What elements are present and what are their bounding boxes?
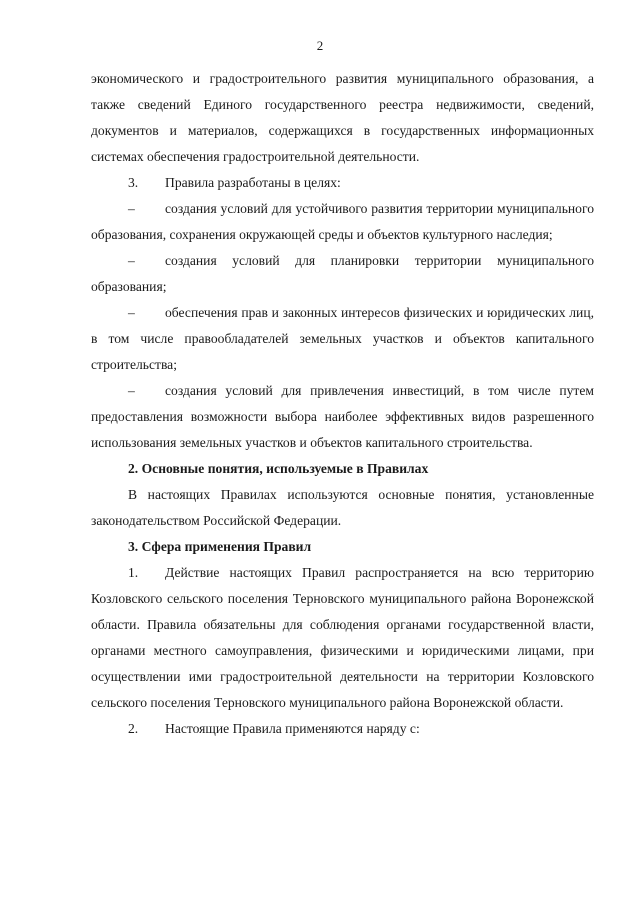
item-number: 3.: [128, 175, 139, 190]
paragraph-continuation: экономического и градостроительного развития муниципального образования, а также сведений Единого государственного реестра недвижимости, сведений, документов и материалов, содержащихся в государственных информационных системах обеспечения градостроительной деятельности.: [91, 71, 594, 164]
list-item-text: создания условий для устойчивого развития территории муниципального образования, сохранения окружающей среды и объектов культурного наследия;: [91, 201, 594, 242]
item-number: 2.: [128, 721, 139, 736]
list-item: [91, 300, 594, 378]
paragraph-goals-intro: [91, 170, 594, 196]
list-item-text: обеспечения прав и законных интересов физических и юридических лиц, в том числе правообладателей земельных участков и объектов капитального строительства;: [91, 305, 594, 372]
paragraph-applied-with: [91, 716, 594, 742]
paragraph-text: Настоящие Правила применяются наряду с:: [165, 721, 420, 736]
list-item: [91, 378, 594, 456]
list-dash: –: [128, 305, 135, 320]
item-number: 1.: [128, 565, 139, 580]
list-dash: –: [128, 253, 135, 268]
paragraph-text: Действие настоящих Правил распространяется на всю территорию Козловского сельского поселения Терновского муниципального района Воронежской области. Правила обязательны для соблюдения органами государственной власти, органами местного самоуправления, физическими и юридическими лицами, при осуществлении ими градостроительной деятельности на территории Козловского сельского поселения Терновского муниципального района Воронежской области.: [91, 565, 594, 710]
section-heading: 3. Сфера применения Правил: [128, 539, 312, 554]
page-number: 2: [316, 38, 324, 53]
document-body: [91, 66, 594, 742]
section-heading: 2. Основные понятия, используемые в Правилах: [128, 461, 429, 476]
paragraph-definitions: В настоящих Правилах используются основные понятия, установленные законодательством Российской Федерации.: [91, 487, 594, 528]
list-dash: –: [128, 201, 135, 216]
list-item-text: создания условий для привлечения инвестиций, в том числе путем предоставления возможности выбора наиболее эффективных видов разрешенного использования земельных участков и объектов капитального строительства.: [91, 383, 594, 450]
paragraph-text: Правила разработаны в целях:: [165, 175, 341, 190]
list-item-text: создания условий для планировки территории муниципального образования;: [91, 253, 594, 294]
list-item: [91, 196, 594, 248]
list-item: [91, 248, 594, 300]
paragraph-scope: [91, 560, 594, 716]
list-dash: –: [128, 383, 135, 398]
